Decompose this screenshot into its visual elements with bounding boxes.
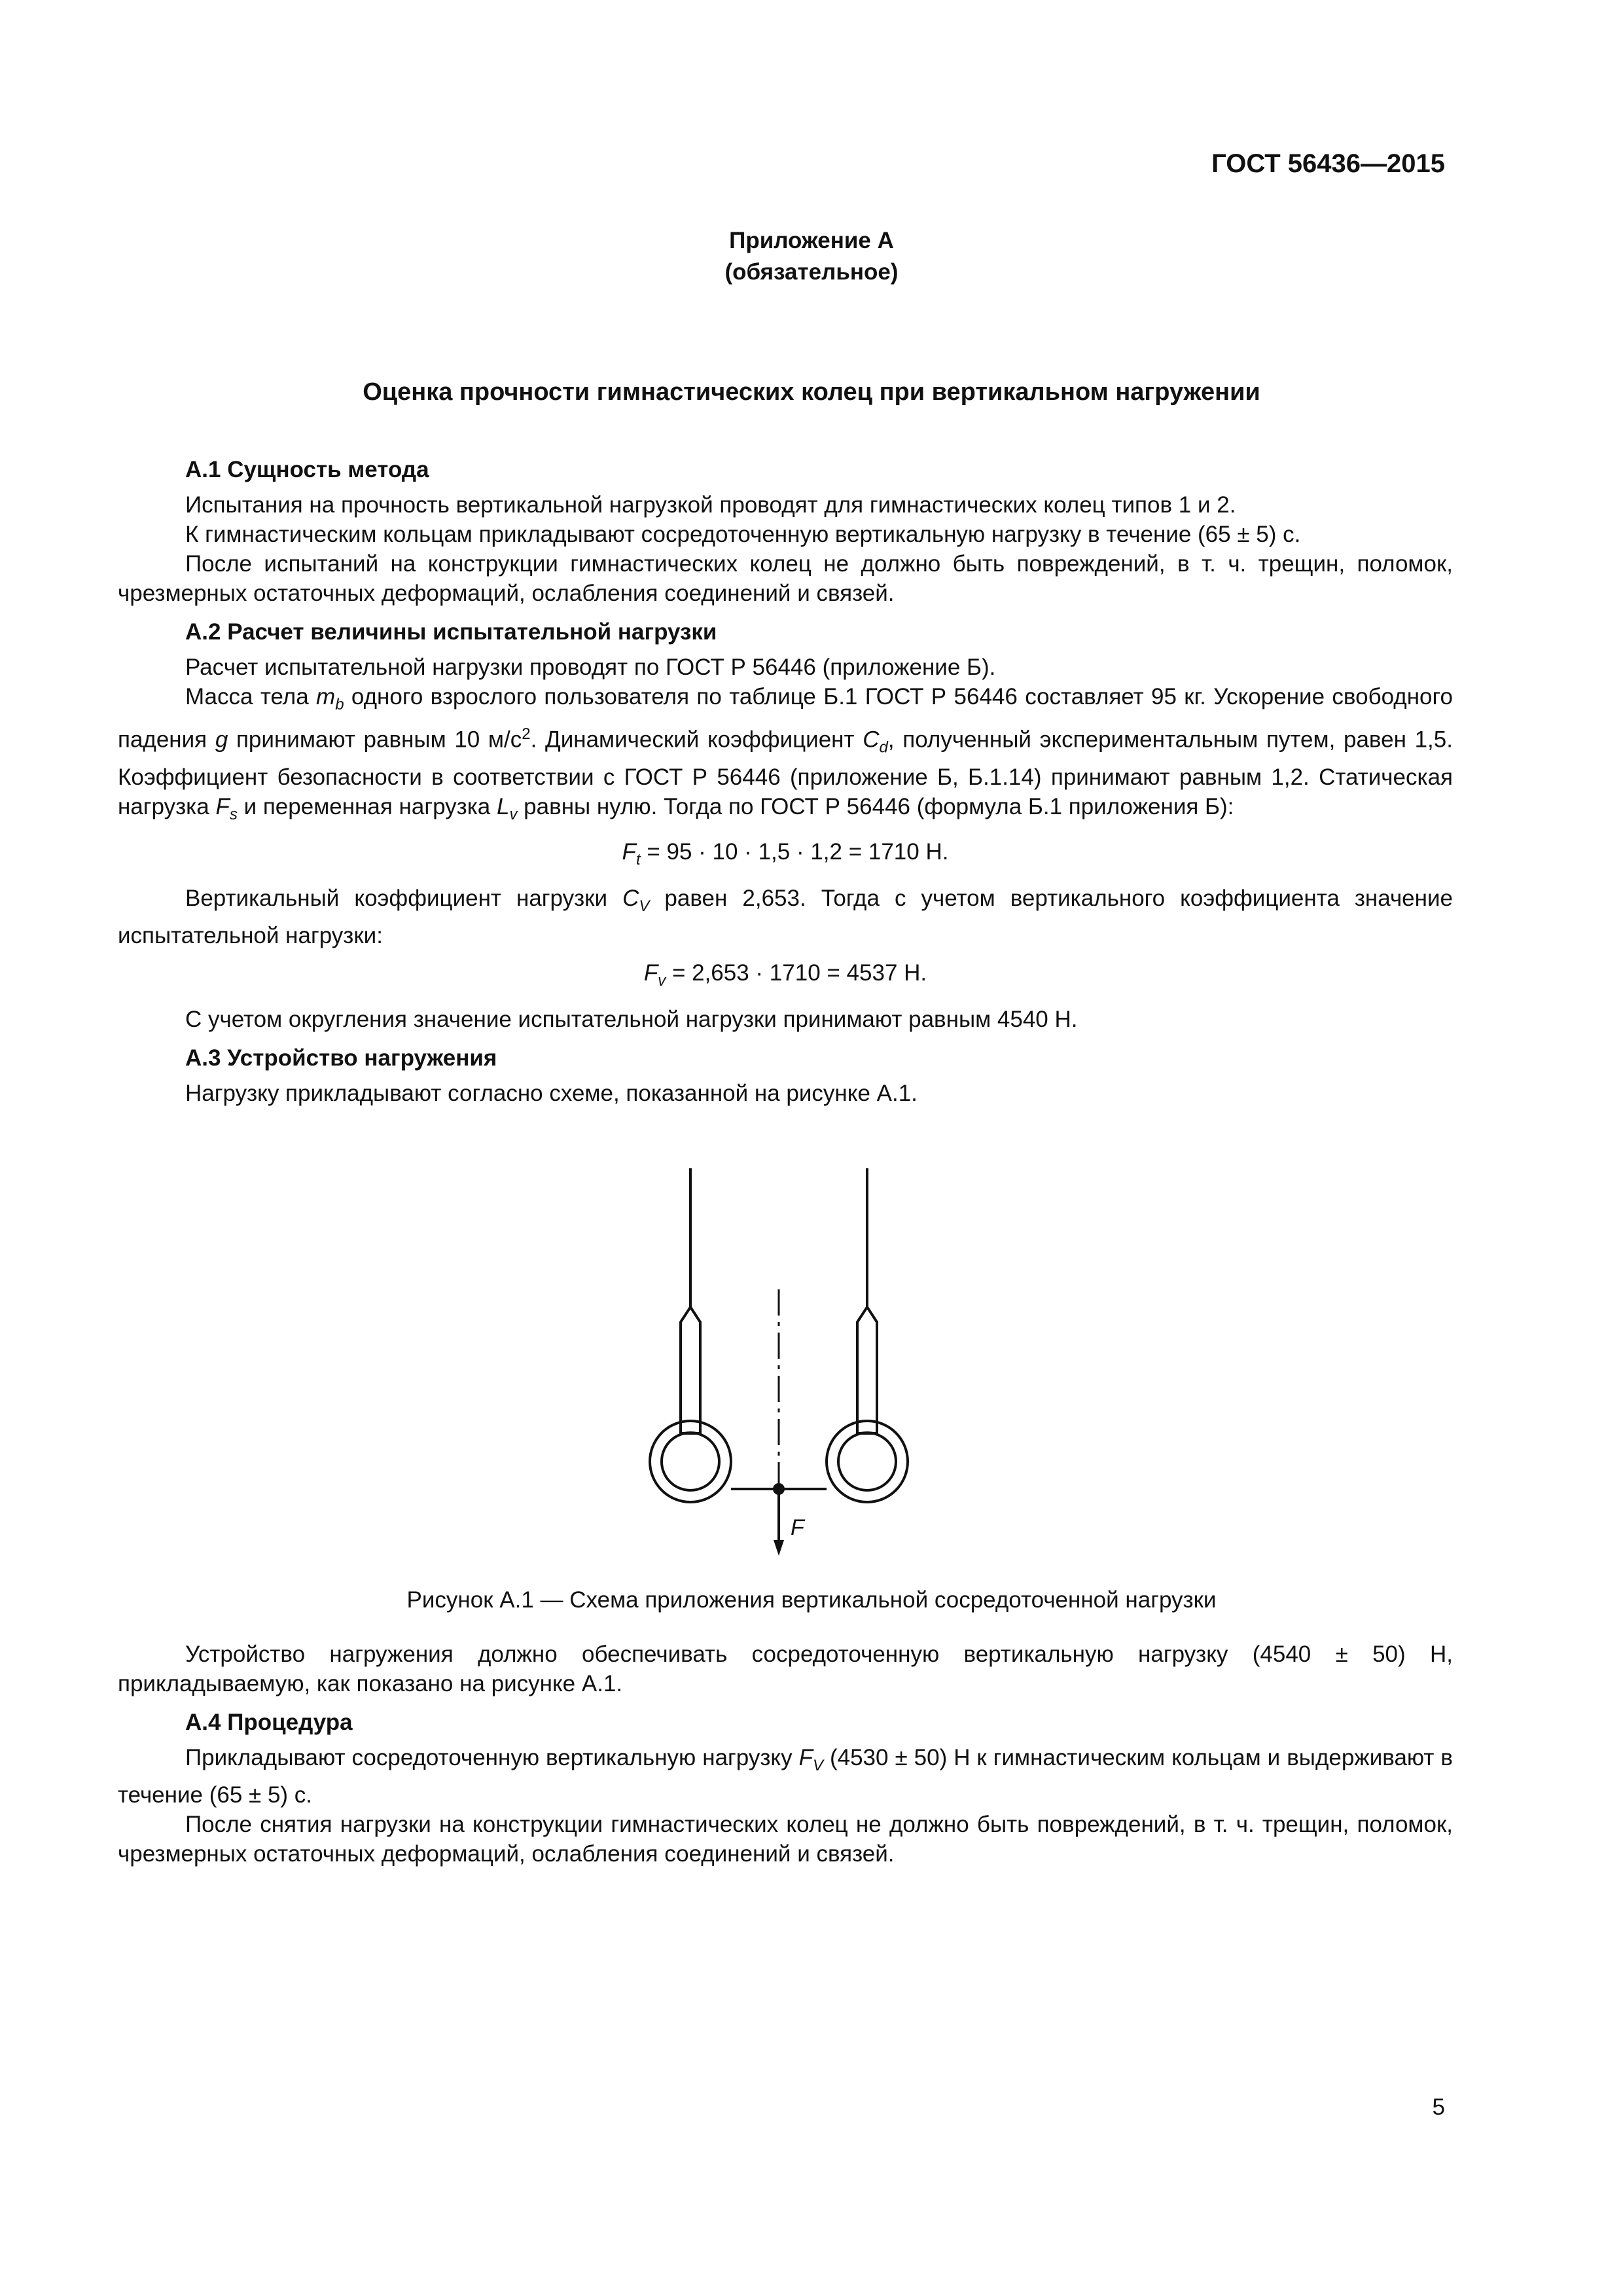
a2-paragraph-3: Вертикальный коэффициент нагрузки $C_V$ равен 2,653. Тогда с учетом вертикального коэффициента значение испытательной нагрузки: <box>118 885 1453 948</box>
a3-paragraph-2: Устройство нагружения должно обеспечивать сосредоточенную вертикальную нагрузку (4540 ± 50) Н, прикладываемую, как показано на рисунке А.1. <box>118 1641 1453 1696</box>
right-ring-holder <box>857 1307 877 1433</box>
sections-a3-a4 <box>118 1640 1453 1869</box>
force-label: F <box>791 1515 804 1540</box>
standard-code: ГОСТ 56436—2015 <box>1211 149 1445 178</box>
a2-paragraph-2: Масса тела $m_b$ одного взрослого пользователя по таблице Б.1 ГОСТ Р 56446 составляет 95 кг. Ускорение свободного падения g принимают равным 10 $м/с^2$. Динамический коэффициент $C_d$, полученный экспериментальным путем, равен 1,5. Коэффициент безопасности в соответствии с ГОСТ Р 56446 (приложение Б, Б.1.14) принимают равным 1,2. Статическая нагрузка $F_s$ и переменная нагрузка $L_v$ равны нулю. Тогда по ГОСТ Р 56446 (формула Б.1 приложения Б): <box>118 684 1453 823</box>
a1-paragraph-3: После испытаний на конструкции гимнастических колец не должно быть повреждений, в т. ч. трещин, поломок, чрезмерных остаточных деформаций, ослабления соединений и связей. <box>118 551 1453 606</box>
right-ring-inner <box>838 1433 896 1490</box>
page-number: 5 <box>1432 2094 1445 2120</box>
appendix-title: Приложение А <box>729 228 894 253</box>
figure-a1-load-scheme <box>628 1162 929 1568</box>
a1-paragraph-1: Испытания на прочность вертикальной нагрузкой проводят для гимнастических колец типов 1 и 2. <box>185 492 1236 518</box>
appendix-heading <box>0 225 1623 288</box>
figure-caption: Рисунок А.1 — Схема приложения вертикальной сосредоточенной нагрузки <box>406 1587 1217 1613</box>
a3-paragraph-1: Нагрузку прикладывают согласно схеме, показанной на рисунке А.1. <box>185 1080 918 1106</box>
force-arrowhead <box>774 1540 784 1556</box>
left-ring-holder <box>681 1307 700 1433</box>
section-a1-heading: А.1 Сущность метода <box>185 457 429 482</box>
a1-paragraph-2: К гимнастическим кольцам прикладывают сосредоточенную вертикальную нагрузку в течение (65 ± 5) с. <box>185 522 1301 547</box>
load-point <box>773 1483 785 1495</box>
main-title: Оценка прочности гимнастических колец при вертикальном нагружении <box>363 378 1260 406</box>
left-ring-inner <box>662 1433 719 1490</box>
appendix-status: (обязательное) <box>724 259 899 285</box>
a2-paragraph-1: Расчет испытательной нагрузки проводят по ГОСТ Р 56446 (приложение Б). <box>185 655 996 680</box>
a4-paragraph-2: После снятия нагрузки на конструкции гимнастических колец не должно быть повреждений, в т. ч. трещин, поломок, чрезмерных остаточных деформаций, ослабления соединений и связей. <box>118 1812 1453 1867</box>
a2-paragraph-4: С учетом округления значение испытательной нагрузки принимают равным 4540 Н. <box>185 1006 1078 1032</box>
formula-fv: $F_v = 2,653 \cdot 1710 = 4537$ Н. <box>643 960 927 990</box>
formula-ft: $F_t = 95 \cdot 10 \cdot 1,5 \cdot 1,2 = 1710$ Н. <box>622 838 949 869</box>
sections-a1-a2 <box>118 455 1453 1108</box>
a4-paragraph-1: Прикладывают сосредоточенную вертикальную нагрузку $F_V$ (4530 ± 50) Н к гимнастическим кольцам и выдерживают в течение (65 ± 5) с. <box>118 1745 1453 1808</box>
section-a4-heading: А.4 Процедура <box>185 1710 353 1735</box>
section-a2-heading: А.2 Расчет величины испытательной нагрузки <box>185 619 717 645</box>
section-a3-heading: А.3 Устройство нагружения <box>185 1045 497 1071</box>
